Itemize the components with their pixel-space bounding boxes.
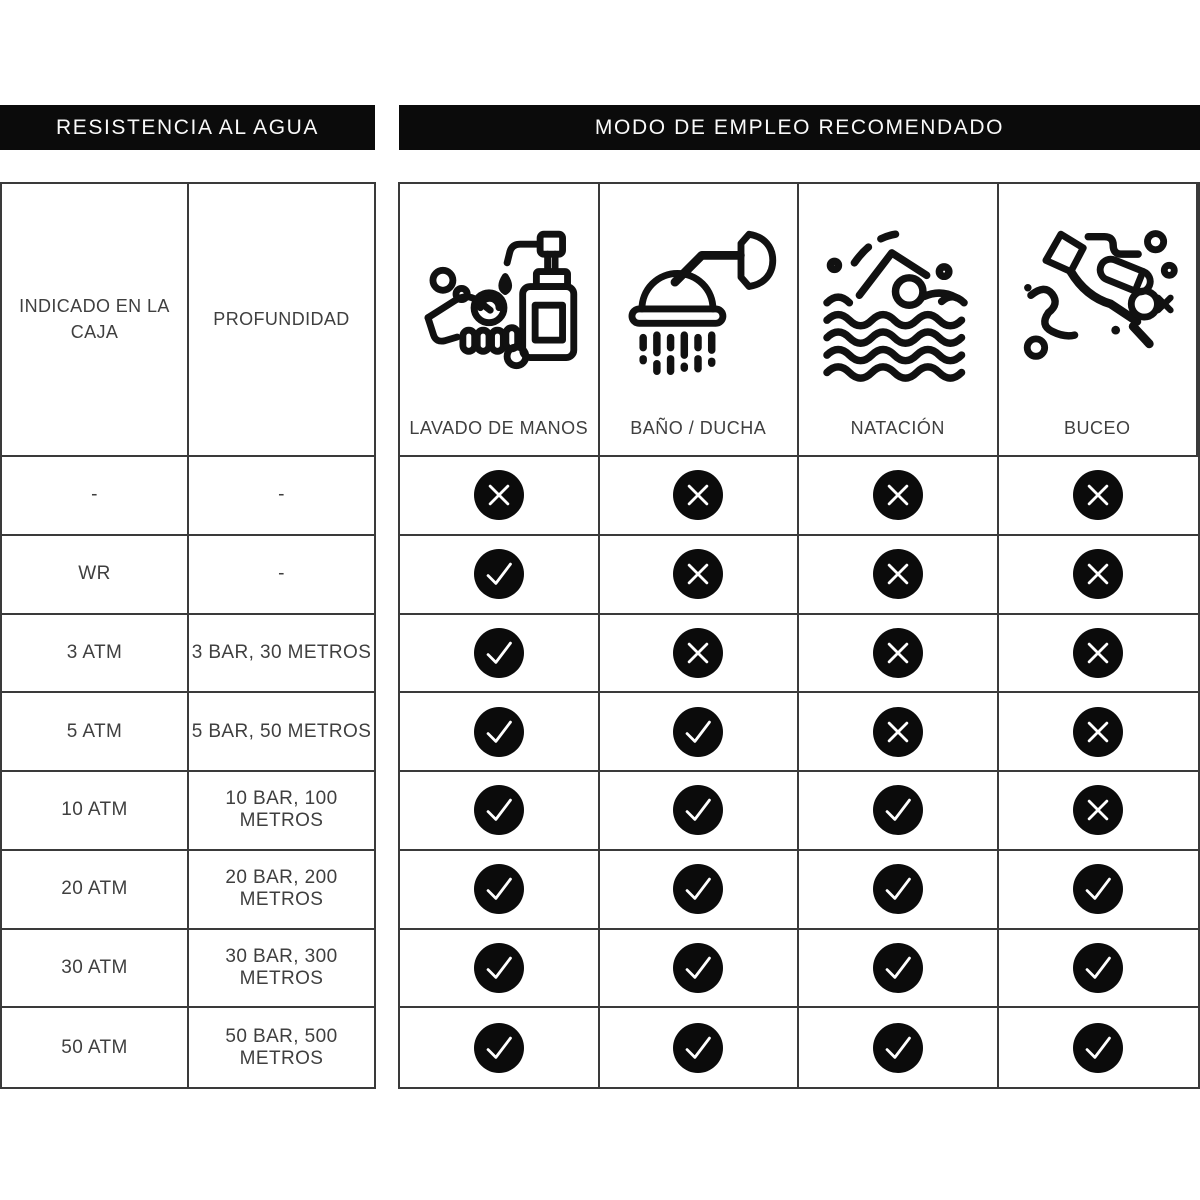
cross-mark-icon: [1073, 470, 1123, 520]
allowed-mark-cell: [600, 772, 800, 851]
check-mark-icon: [673, 1023, 723, 1073]
box-marking-cell: 30 ATM: [2, 930, 189, 1009]
check-mark-icon: [474, 707, 524, 757]
check-mark-icon: [873, 1023, 923, 1073]
allowed-mark-cell: [799, 1008, 999, 1087]
allowed-mark-cell: [999, 930, 1199, 1009]
hand-washing-icon: [400, 184, 598, 414]
cross-mark-icon: [873, 549, 923, 599]
check-mark-icon: [474, 1023, 524, 1073]
check-mark-icon: [1073, 943, 1123, 993]
cross-mark-icon: [1073, 707, 1123, 757]
check-mark-icon: [873, 785, 923, 835]
usage-column-label: LAVADO DE MANOS: [409, 418, 589, 438]
column-header-profundidad: PROFUNDIDAD: [189, 184, 374, 457]
depth-cell: 30 BAR, 300 METROS: [189, 930, 374, 1009]
allowed-mark-cell: [400, 930, 600, 1009]
allowed-mark-cell: [400, 1008, 600, 1087]
not-allowed-mark-cell: [999, 457, 1199, 536]
cross-mark-icon: [673, 549, 723, 599]
not-allowed-mark-cell: [600, 615, 800, 694]
allowed-mark-cell: [400, 615, 600, 694]
usage-table: [398, 182, 1200, 1089]
allowed-mark-cell: [999, 1008, 1199, 1087]
cross-mark-icon: [673, 628, 723, 678]
column-header-indicado-en-la-caja: INDICADO EN LA CAJA: [2, 184, 189, 457]
allowed-mark-cell: [600, 693, 800, 772]
water-resistance-header: RESISTENCIA AL AGUA: [0, 105, 375, 150]
cross-mark-icon: [873, 470, 923, 520]
cross-mark-icon: [673, 470, 723, 520]
box-marking-cell: 20 ATM: [2, 851, 189, 930]
usage-column-label: BAÑO / DUCHA: [630, 418, 767, 438]
cross-mark-icon: [873, 707, 923, 757]
check-mark-icon: [474, 549, 524, 599]
usage-column-shower: [600, 184, 800, 457]
cross-mark-icon: [474, 470, 524, 520]
check-mark-icon: [1073, 864, 1123, 914]
shower-icon: [600, 184, 798, 414]
cross-mark-icon: [1073, 549, 1123, 599]
not-allowed-mark-cell: [999, 772, 1199, 851]
usage-column-label: BUCEO: [1063, 418, 1131, 438]
depth-cell: 5 BAR, 50 METROS: [189, 693, 374, 772]
box-marking-cell: 5 ATM: [2, 693, 189, 772]
scuba-diver-icon: [999, 184, 1197, 414]
allowed-mark-cell: [799, 772, 999, 851]
box-marking-cell: 3 ATM: [2, 615, 189, 694]
not-allowed-mark-cell: [799, 615, 999, 694]
cross-mark-icon: [873, 628, 923, 678]
depth-cell: -: [189, 457, 374, 536]
allowed-mark-cell: [799, 930, 999, 1009]
allowed-mark-cell: [400, 693, 600, 772]
check-mark-icon: [474, 785, 524, 835]
cross-mark-icon: [1073, 785, 1123, 835]
not-allowed-mark-cell: [600, 536, 800, 615]
depth-cell: -: [189, 536, 374, 615]
allowed-mark-cell: [799, 851, 999, 930]
allowed-mark-cell: [600, 851, 800, 930]
check-mark-icon: [873, 943, 923, 993]
check-mark-icon: [474, 864, 524, 914]
not-allowed-mark-cell: [600, 457, 800, 536]
depth-cell: 10 BAR, 100 METROS: [189, 772, 374, 851]
not-allowed-mark-cell: [400, 457, 600, 536]
depth-cell: 3 BAR, 30 METROS: [189, 615, 374, 694]
check-mark-icon: [673, 785, 723, 835]
not-allowed-mark-cell: [999, 615, 1199, 694]
depth-cell: 50 BAR, 500 METROS: [225, 1025, 338, 1069]
usage-column-swimming: [799, 184, 999, 457]
box-marking-cell: WR: [2, 536, 189, 615]
allowed-mark-cell: [400, 536, 600, 615]
not-allowed-mark-cell: [799, 536, 999, 615]
recommended-use-header: MODO DE EMPLEO RECOMENDADO: [399, 105, 1200, 150]
check-mark-icon: [673, 864, 723, 914]
cross-mark-icon: [1073, 628, 1123, 678]
resistance-table: [0, 182, 376, 1089]
check-mark-icon: [474, 628, 524, 678]
not-allowed-mark-cell: [799, 693, 999, 772]
usage-column-label: NATACIÓN: [850, 418, 945, 438]
allowed-mark-cell: [400, 851, 600, 930]
usage-column-diving: [999, 184, 1199, 457]
not-allowed-mark-cell: [799, 457, 999, 536]
box-marking-cell: -: [2, 457, 189, 536]
box-marking-cell: 50 ATM: [2, 1008, 189, 1087]
allowed-mark-cell: [999, 851, 1199, 930]
allowed-mark-cell: [600, 930, 800, 1009]
check-mark-icon: [873, 864, 923, 914]
not-allowed-mark-cell: [999, 536, 1199, 615]
usage-column-hand-washing: [400, 184, 600, 457]
not-allowed-mark-cell: [999, 693, 1199, 772]
check-mark-icon: [673, 707, 723, 757]
swimmer-icon: [799, 184, 997, 414]
check-mark-icon: [673, 943, 723, 993]
check-mark-icon: [474, 943, 524, 993]
allowed-mark-cell: [400, 772, 600, 851]
depth-cell: 20 BAR, 200 METROS: [189, 851, 374, 930]
allowed-mark-cell: [600, 1008, 800, 1087]
box-marking-cell: 10 ATM: [2, 772, 189, 851]
check-mark-icon: [1073, 1023, 1123, 1073]
